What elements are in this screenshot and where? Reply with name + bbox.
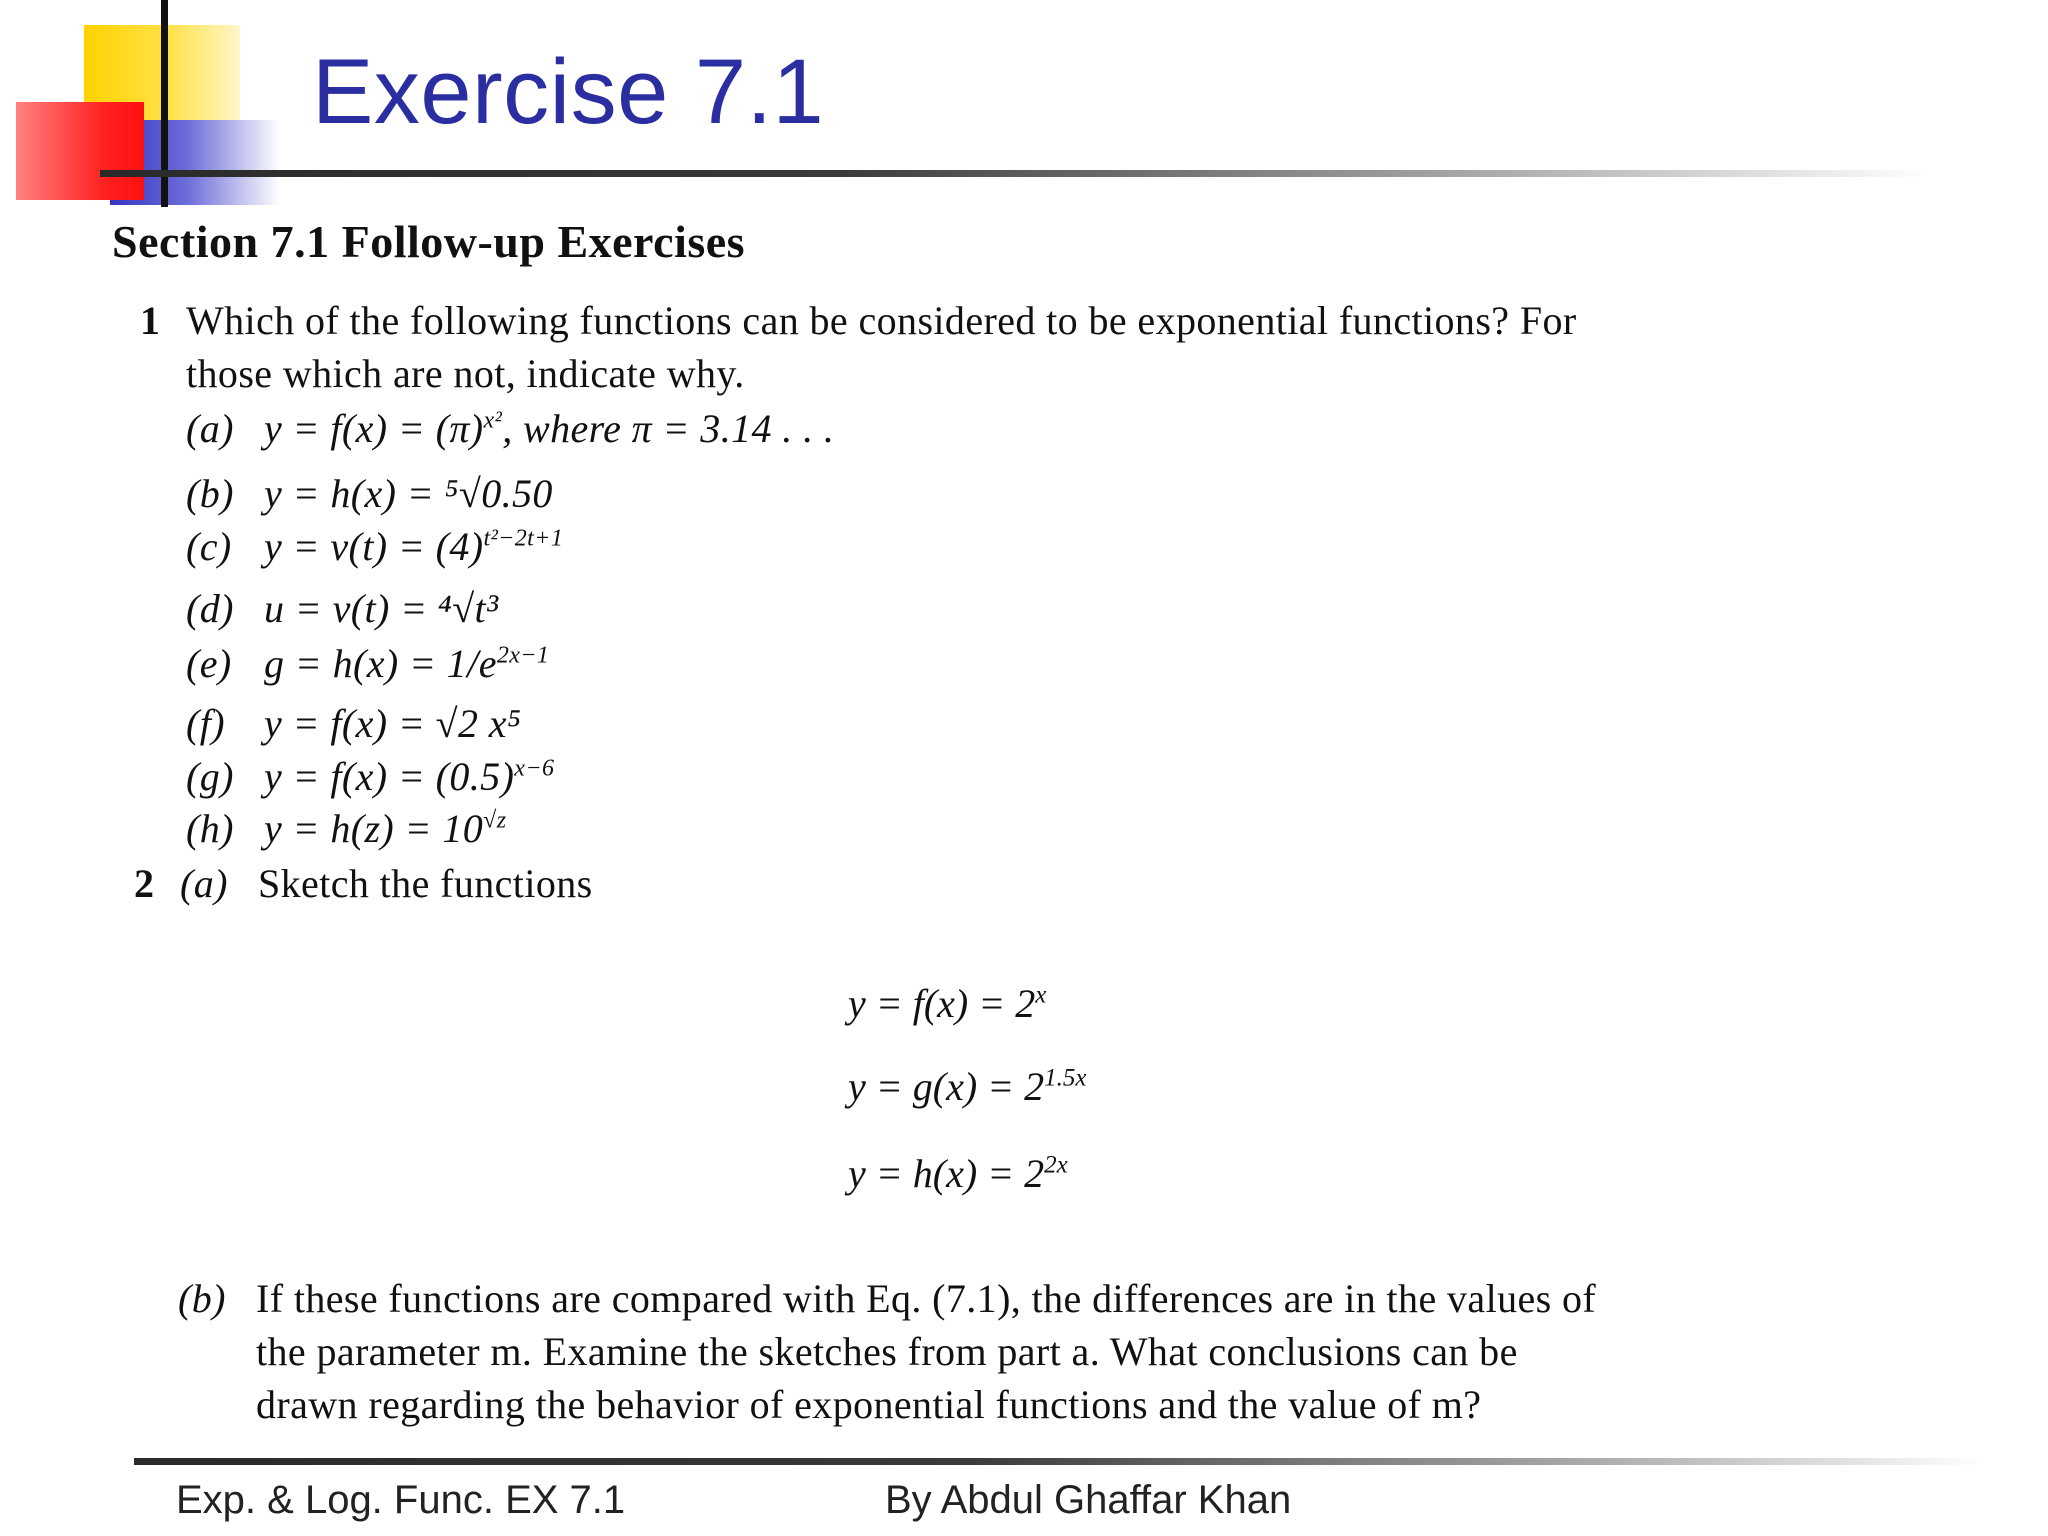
equation-body: y = g(x) = 2 xyxy=(848,1064,1045,1109)
question-1-item-h xyxy=(186,805,506,852)
item-label: (b) xyxy=(186,471,234,516)
equation-exponent: 1.5x xyxy=(1044,1064,1087,1092)
question-1-text-line-2: those which are not, indicate why. xyxy=(186,351,745,396)
footer-divider-line xyxy=(134,1458,1984,1465)
part-a-label: (a) xyxy=(180,861,228,906)
question-1-item-e xyxy=(186,640,549,687)
item-label: (a) xyxy=(186,406,234,451)
function-f-equation xyxy=(848,980,1046,1027)
question-1-item-b xyxy=(186,470,553,517)
logo-red-square xyxy=(16,102,144,200)
question-1-number: 1 xyxy=(140,298,160,343)
item-label: (e) xyxy=(186,641,232,686)
item-label: (g) xyxy=(186,754,234,799)
item-label: (c) xyxy=(186,524,232,569)
item-label: (h) xyxy=(186,806,234,851)
question-1-item-d xyxy=(186,585,498,632)
part-b-text: If these functions are compared with Eq. (7.1), the differences are in the values of xyxy=(256,1276,1597,1321)
function-h-equation xyxy=(848,1150,1068,1197)
item-expression: $y = h(z) = 10^{√z}$ xyxy=(264,806,507,851)
function-g-equation xyxy=(848,1063,1087,1110)
question-2-part-b-line-3: drawn regarding the behavior of exponential functions and the value of m? xyxy=(256,1382,1482,1427)
item-expression: y = h(x) = ⁵√0.50 xyxy=(264,471,553,516)
section-heading: Section 7.1 Follow-up Exercises xyxy=(112,216,746,267)
part-b-label: (b) xyxy=(178,1276,226,1321)
question-1-text-line-1: Which of the following functions can be considered to be exponential functions? For xyxy=(186,298,1577,343)
equation-exponent: x xyxy=(1035,981,1047,1009)
item-expression: $y = f(x) = (\pi)^{x^2}$, where π = 3.14 . . . xyxy=(264,406,835,451)
question-2-part-b-line-2: the parameter m. Examine the sketches from part a. What conclusions can be xyxy=(256,1329,1518,1374)
item-expression: $y = v(t) = (4)^{t^2-2t+1}$ xyxy=(264,524,564,569)
item-expression: u = v(t) = ⁴√t³ xyxy=(264,586,499,631)
scanned-exercise-content xyxy=(110,215,1830,1445)
question-1-item-g xyxy=(186,753,554,800)
slide-logo-graphic xyxy=(0,0,290,215)
equation-body: y = h(x) = 2 xyxy=(848,1151,1045,1196)
item-expression: $y = f(x) = (0.5)^{x-6}$ xyxy=(264,754,555,799)
equation-body: y = f(x) = 2 xyxy=(848,981,1036,1026)
question-1-item-a xyxy=(186,405,834,452)
item-expression: $g = h(x) = 1/e^{2x-1}$ xyxy=(264,641,550,686)
item-label: (d) xyxy=(186,586,234,631)
question-2-part-b-line-1 xyxy=(178,1275,1596,1322)
question-2-part-a xyxy=(180,860,593,907)
item-expression: y = f(x) = √2 x⁵ xyxy=(264,701,522,746)
question-1-item-f xyxy=(186,700,521,747)
question-2-number: 2 xyxy=(134,861,154,906)
equation-exponent: 2x xyxy=(1044,1151,1068,1179)
question-1-item-c xyxy=(186,523,563,570)
part-a-text: Sketch the functions xyxy=(258,861,593,906)
title-divider-line xyxy=(100,170,1930,177)
footer-left-text: Exp. & Log. Func. EX 7.1 xyxy=(176,1478,626,1522)
slide-title: Exercise 7.1 xyxy=(312,41,825,143)
item-label: (f) xyxy=(186,701,225,746)
footer-author-text: By Abdul Ghaffar Khan xyxy=(885,1478,1292,1522)
